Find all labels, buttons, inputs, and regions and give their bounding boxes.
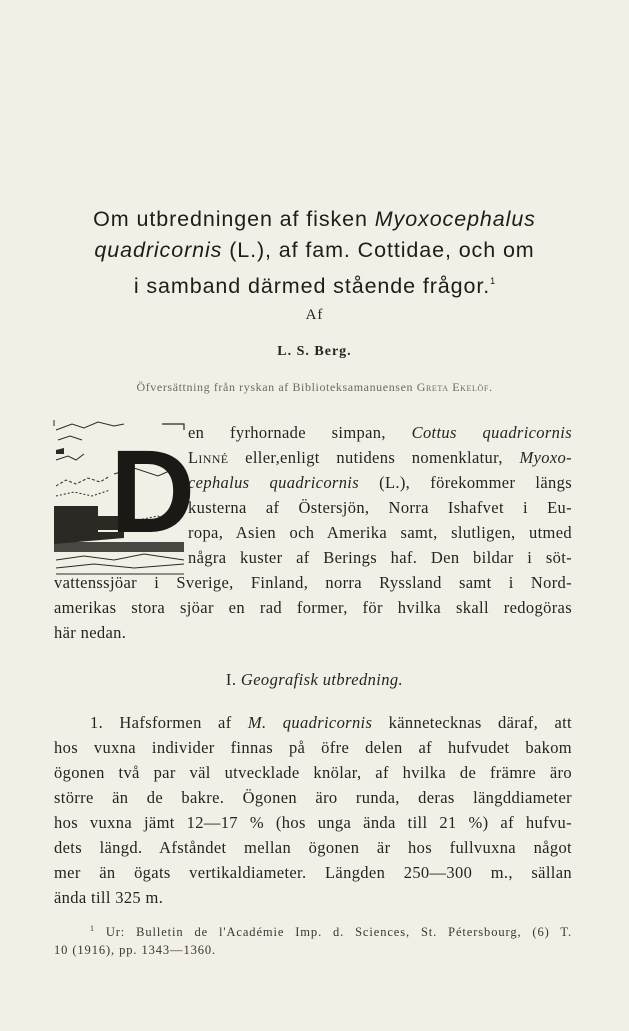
intro-line: amerikas stora sjöar en rad former, för hvilka skall redogöras bbox=[54, 598, 572, 617]
section-numeral: I. bbox=[225, 670, 237, 689]
title-text: i samband därmed stående frågor. bbox=[133, 274, 491, 298]
title-line-1 bbox=[0, 204, 629, 235]
author-name: L. S. Berg. bbox=[277, 344, 352, 359]
intro-line: kusterna af Östersjön, Norra Ishafvet i Eu- bbox=[188, 498, 572, 517]
footnote-line bbox=[54, 920, 572, 941]
footnote bbox=[54, 920, 572, 959]
intro-line bbox=[188, 471, 572, 496]
translation-note bbox=[0, 380, 629, 395]
text-run: (L.), förekommer längs bbox=[379, 473, 572, 492]
para-line: hos vuxna individer finnas på öfre delen af hufvudet bakom bbox=[54, 738, 572, 757]
text-run: 1. Hafsformen af bbox=[90, 713, 232, 732]
intro-line: ropa, Asien och Amerika samt, slutligen, utmed bbox=[188, 523, 572, 542]
para-line: ända till 325 m. bbox=[54, 888, 164, 907]
section-title: Geografisk utbredning. bbox=[240, 670, 404, 689]
title-text: Om utbredningen af fisken bbox=[93, 207, 368, 231]
section-heading bbox=[0, 670, 629, 690]
species-name: Cottus quadricornis bbox=[411, 423, 572, 442]
intro-line bbox=[188, 421, 572, 446]
byline-af: Af bbox=[305, 307, 324, 323]
translator-name: Greta Ekelöf. bbox=[416, 380, 493, 394]
title-species: quadricornis bbox=[94, 238, 223, 262]
title-genus: Myoxocephalus bbox=[374, 207, 536, 231]
translation-prefix: Öfversättning från ryskan af Biblioteksamanuensen bbox=[136, 380, 414, 394]
author-citation: Linné bbox=[188, 448, 229, 467]
para-line: mer än ögats vertikaldiameter. Längden 250—300 m., sällan bbox=[54, 863, 572, 882]
text-run: eller,enligt nutidens nomenklatur, bbox=[245, 448, 503, 467]
footnote-line: 10 (1916), pp. 1343—1360. bbox=[54, 943, 217, 957]
intro-line: vattenssjöar i Sverige, Finland, norra Ryssland samt i Nord- bbox=[54, 573, 572, 592]
drop-cap-letter: D bbox=[110, 426, 196, 558]
species-name: cephalus quadricornis bbox=[188, 473, 359, 492]
intro-line: här nedan. bbox=[54, 623, 127, 642]
drop-cap-ornament bbox=[54, 420, 196, 578]
para-line bbox=[90, 711, 572, 736]
footnote-marker: 1 bbox=[490, 276, 496, 286]
title-text: (L.), af fam. Cottidae, och om bbox=[229, 238, 535, 262]
footnote-text: Ur: Bulletin de l'Académie Imp. d. Sciences, St. Pétersbourg, (6) T. bbox=[105, 925, 572, 939]
footnote-mark: 1 bbox=[90, 924, 95, 933]
article-title bbox=[0, 204, 629, 302]
para-line: ögonen två par väl utvecklade knölar, af hvilka de främre äro bbox=[54, 763, 572, 782]
text-run: en fyrhornade simpan, bbox=[188, 423, 386, 442]
title-line-3 bbox=[0, 266, 629, 302]
text-run: kännetecknas däraf, att bbox=[388, 713, 572, 732]
title-line-2 bbox=[0, 235, 629, 266]
species-name: Myoxo- bbox=[519, 448, 572, 467]
para-line: större än de bakre. Ögonen äro runda, deras längddiameter bbox=[54, 788, 572, 807]
intro-line bbox=[188, 446, 572, 471]
para-line: hos vuxna jämt 12—17 % (hos unga ända till 21 %) af hufvu- bbox=[54, 813, 572, 832]
para-line: dets längd. Afståndet mellan ögonen är hos fullvuxna något bbox=[54, 838, 572, 857]
species-name: M. quadricornis bbox=[247, 713, 373, 732]
intro-line: några kuster af Berings haf. Den bildar i söt- bbox=[188, 548, 572, 567]
